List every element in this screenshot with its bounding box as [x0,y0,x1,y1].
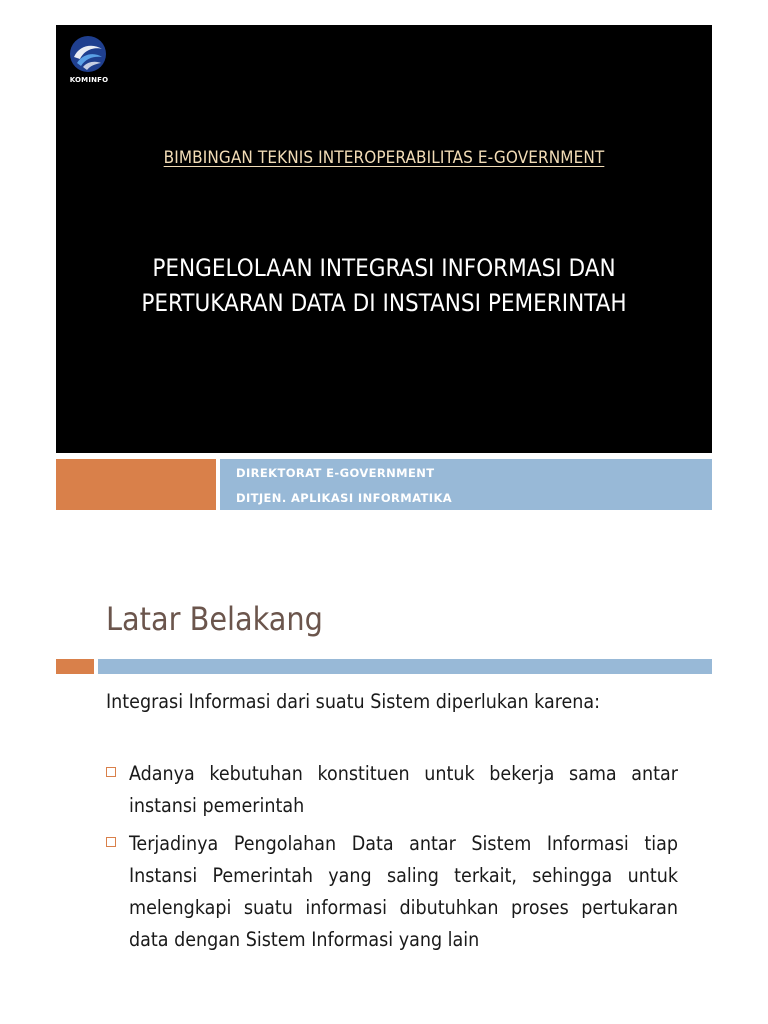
list-item [106,828,678,956]
heading-rule-orange [56,659,94,674]
square-bullet-icon [106,837,116,847]
org-line-directorate-general: DITJEN. APLIKASI INFORMATIKA [236,491,453,505]
slide-title-line-1: PENGELOLAAN INTEGRASI INFORMASI DAN [152,254,616,282]
accent-orange-block [56,459,216,510]
list-item-text: Terjadinya Pengolahan Data antar Sistem Informasi tiap Instansi Pemerintah yang saling terkait, sehingga untuk melengkapi suatu informasi dibutuhkan proses pertukaran data dengan Sistem Informasi yang lain [129,832,678,951]
intro-paragraph: Integrasi Informasi dari suatu Sistem diperlukan karena: [106,690,601,713]
kominfo-logo-icon [66,35,110,87]
slide-subtitle: BIMBINGAN TEKNIS INTEROPERABILITAS E-GOVERNMENT [163,148,605,168]
logo-label: KOMINFO [69,76,109,84]
org-line-directorate: DIREKTORAT E-GOVERNMENT [236,466,435,480]
heading-rule-blue [98,659,712,674]
section-heading: Latar Belakang [106,600,323,638]
title-slide [56,25,712,453]
kominfo-emblem-icon [69,35,107,73]
slide-title-line-2: PERTUKARAN DATA DI INSTANSI PEMERINTAH [141,289,627,317]
list-item-text: Adanya kebutuhan konstituen untuk bekerja sama antar instansi pemerintah [129,762,678,817]
slide-title [66,251,702,321]
organization-band [220,459,712,510]
list-item [106,758,678,822]
square-bullet-icon [106,767,116,777]
